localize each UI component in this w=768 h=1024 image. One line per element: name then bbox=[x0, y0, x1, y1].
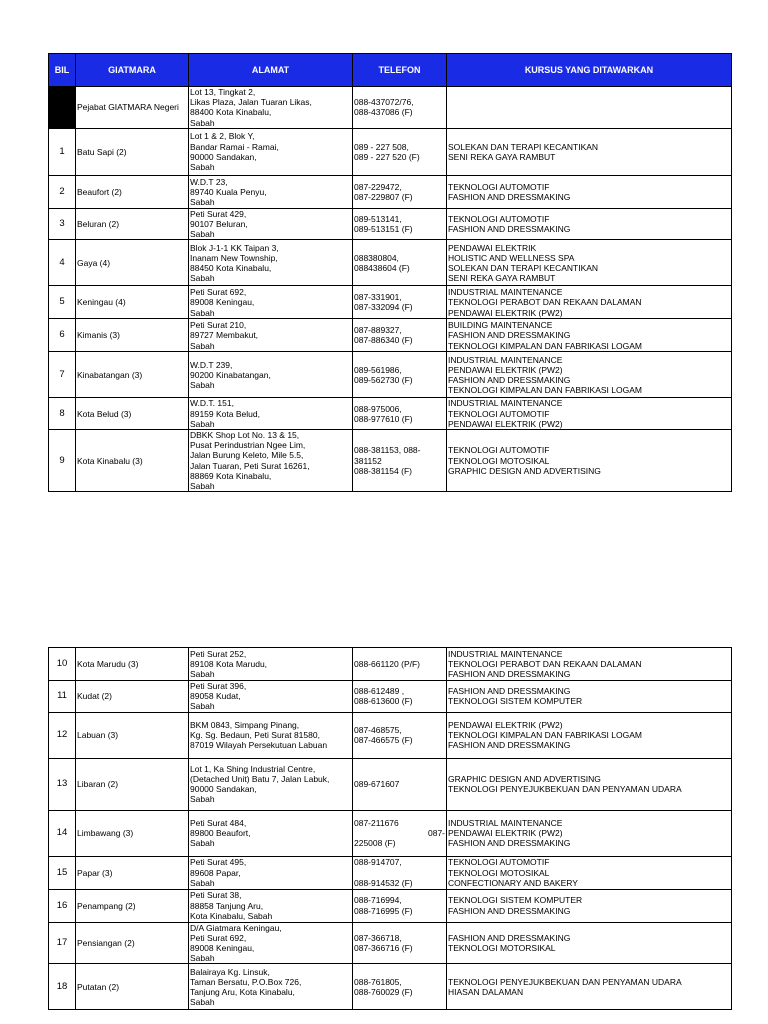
giatmara-cell: Gaya (4) bbox=[76, 240, 189, 286]
kursus-cell: TEKNOLOGI AUTOMOTIF TEKNOLOGI MOTOSIKAL GRAPHIC DESIGN AND ADVERTISING bbox=[447, 430, 732, 492]
table-row bbox=[49, 352, 732, 398]
kursus-cell: INDUSTRIAL MAINTENANCE TEKNOLOGI AUTOMOTIF PENDAWAI ELEKTRIK (PW2) bbox=[447, 398, 732, 430]
alamat-cell: Peti Surat 484, 89800 Beaufort, Sabah bbox=[189, 810, 353, 856]
table-row bbox=[49, 810, 732, 856]
kursus-cell: PENDAWAI ELEKTRIK HOLISTIC AND WELLNESS SPA SOLEKAN DAN TERAPI KECANTIKAN SENI REKA GAYA RAMBUT bbox=[447, 240, 732, 286]
header-telefon: TELEFON bbox=[353, 54, 447, 87]
giatmara-cell: Limbawang (3) bbox=[76, 810, 189, 856]
bil-cell: 1 bbox=[49, 128, 76, 175]
kursus-cell: INDUSTRIAL MAINTENANCE TEKNOLOGI PERABOT DAN REKAAN DALAMAN PENDAWAI ELEKTRIK (PW2) bbox=[447, 286, 732, 319]
giatmara-table-bottom bbox=[48, 647, 732, 1010]
telefon-cell: 088-612489 , 088-613600 (F) bbox=[353, 681, 447, 713]
alamat-cell: Peti Surat 38, 88858 Tanjung Aru, Kota Kinabalu, Sabah bbox=[189, 889, 353, 922]
bil-cell: 12 bbox=[49, 712, 76, 758]
kursus-cell: FASHION AND DRESSMAKING TEKNOLOGI SISTEM KOMPUTER bbox=[447, 681, 732, 713]
telefon-cell: 089 - 227 508, 089 - 227 520 (F) bbox=[353, 128, 447, 175]
telefon-cell: 089-671607 bbox=[353, 758, 447, 810]
bil-cell: 2 bbox=[49, 175, 76, 208]
kursus-cell: TEKNOLOGI AUTOMOTIF FASHION AND DRESSMAKING bbox=[447, 175, 732, 208]
giatmara-cell: Kimanis (3) bbox=[76, 319, 189, 352]
giatmara-cell: Pensiangan (2) bbox=[76, 922, 189, 964]
bil-cell: 9 bbox=[49, 430, 76, 492]
table-row bbox=[49, 87, 732, 129]
table-row bbox=[49, 964, 732, 1010]
kursus-cell: SOLEKAN DAN TERAPI KECANTIKAN SENI REKA GAYA RAMBUT bbox=[447, 128, 732, 175]
alamat-cell: DBKK Shop Lot No. 13 & 15, Pusat Perindustrian Ngee Lim, Jalan Burung Keleto, Mile 5.5, Jalan Tuaran, Peti Surat 16261, 88869 Kota Kinabalu, Sabah bbox=[189, 430, 353, 492]
alamat-cell: Balairaya Kg. Linsuk, Taman Bersatu, P.O.Box 726, Tanjung Aru, Kota Kinabalu, Sabah bbox=[189, 964, 353, 1010]
telefon-cell: 087-889327, 087-886340 (F) bbox=[353, 319, 447, 352]
kursus-cell: TEKNOLOGI PENYEJUKBEKUAN DAN PENYAMAN UDARA HIASAN DALAMAN bbox=[447, 964, 732, 1010]
table-row bbox=[49, 889, 732, 922]
bil-cell: 7 bbox=[49, 352, 76, 398]
giatmara-cell: Pejabat GIATMARA Negeri bbox=[76, 87, 189, 129]
giatmara-cell: Kota Kinabalu (3) bbox=[76, 430, 189, 492]
table-row bbox=[49, 681, 732, 713]
giatmara-cell: Papar (3) bbox=[76, 856, 189, 889]
giatmara-cell: Kota Marudu (3) bbox=[76, 648, 189, 681]
alamat-cell: Blok J-1-1 KK Taipan 3, Inanam New Township, 88450 Kota Kinabalu, Sabah bbox=[189, 240, 353, 286]
bil-cell: 5 bbox=[49, 286, 76, 319]
kursus-cell: TEKNOLOGI AUTOMOTIF TEKNOLOGI MOTOSIKAL CONFECTIONARY AND BAKERY bbox=[447, 856, 732, 889]
giatmara-cell: Libaran (2) bbox=[76, 758, 189, 810]
kursus-cell bbox=[447, 87, 732, 129]
telefon-cell: 088-661120 (P/F) bbox=[353, 648, 447, 681]
header-alamat: ALAMAT bbox=[189, 54, 353, 87]
alamat-cell: W.D.T. 151, 89159 Kota Belud, Sabah bbox=[189, 398, 353, 430]
telefon-cell: 088-381153, 088- 381152 088-381154 (F) bbox=[353, 430, 447, 492]
alamat-cell: Lot 13, Tingkat 2, Likas Plaza, Jalan Tuaran Likas, 88400 Kota Kinabalu, Sabah bbox=[189, 87, 353, 129]
telefon-cell: 087-229472, 087-229807 (F) bbox=[353, 175, 447, 208]
giatmara-table-top bbox=[48, 53, 732, 492]
kursus-cell: PENDAWAI ELEKTRIK (PW2) TEKNOLOGI KIMPALAN DAN FABRIKASI LOGAM FASHION AND DRESSMAKING bbox=[447, 712, 732, 758]
bil-cell: 14 bbox=[49, 810, 76, 856]
telefon-cell: 089-513141, 089-513151 (F) bbox=[353, 208, 447, 240]
header-kursus: KURSUS YANG DITAWARKAN bbox=[447, 54, 732, 87]
telefon-cell: 087-211676 225008 (F) 087- bbox=[353, 810, 447, 856]
alamat-cell: W.D.T 239, 90200 Kinabatangan, Sabah bbox=[189, 352, 353, 398]
table-row bbox=[49, 208, 732, 240]
alamat-cell: Lot 1, Ka Shing Industrial Centre, (Detached Unit) Batu 7, Jalan Labuk, 90000 Sandakan, Sabah bbox=[189, 758, 353, 810]
alamat-cell: Peti Surat 429, 90107 Beluran, Sabah bbox=[189, 208, 353, 240]
telefon-cell: 087-468575, 087-466575 (F) bbox=[353, 712, 447, 758]
bil-cell: 6 bbox=[49, 319, 76, 352]
telefon-overflow-text: 087- bbox=[427, 828, 445, 839]
telefon-cell: 088-437072/76, 088-437086 (F) bbox=[353, 87, 447, 129]
table-row bbox=[49, 398, 732, 430]
table-row bbox=[49, 286, 732, 319]
telefon-cell: 089-561986, 089-562730 (F) bbox=[353, 352, 447, 398]
header-giatmara: GIATMARA bbox=[76, 54, 189, 87]
giatmara-cell: Penampang (2) bbox=[76, 889, 189, 922]
bil-cell: 4 bbox=[49, 240, 76, 286]
table-row bbox=[49, 922, 732, 964]
table-row bbox=[49, 128, 732, 175]
alamat-cell: Peti Surat 692, 89008 Keningau, Sabah bbox=[189, 286, 353, 319]
header-bil: BIL bbox=[49, 54, 76, 87]
giatmara-cell: Beluran (2) bbox=[76, 208, 189, 240]
telefon-cell: 088-716994, 088-716995 (F) bbox=[353, 889, 447, 922]
giatmara-cell: Kota Belud (3) bbox=[76, 398, 189, 430]
alamat-cell: Peti Surat 396, 89058 Kudat, Sabah bbox=[189, 681, 353, 713]
alamat-cell: Peti Surat 495, 89608 Papar, Sabah bbox=[189, 856, 353, 889]
alamat-cell: D/A Giatmara Keningau, Peti Surat 692, 89008 Keningau, Sabah bbox=[189, 922, 353, 964]
bil-cell: 13 bbox=[49, 758, 76, 810]
telefon-cell: 088380804, 088438604 (F) bbox=[353, 240, 447, 286]
kursus-cell: BUILDING MAINTENANCE FASHION AND DRESSMAKING TEKNOLOGI KIMPALAN DAN FABRIKASI LOGAM bbox=[447, 319, 732, 352]
bil-cell: 16 bbox=[49, 889, 76, 922]
table-row bbox=[49, 319, 732, 352]
table-row bbox=[49, 430, 732, 492]
kursus-cell: GRAPHIC DESIGN AND ADVERTISING TEKNOLOGI PENYEJUKBEKUAN DAN PENYAMAN UDARA bbox=[447, 758, 732, 810]
giatmara-cell: Kinabatangan (3) bbox=[76, 352, 189, 398]
telefon-cell: 087-331901, 087-332094 (F) bbox=[353, 286, 447, 319]
alamat-cell: BKM 0843, Simpang Pinang, Kg. Sg. Bedaun, Peti Surat 81580, 87019 Wilayah Persekutuan Labuan bbox=[189, 712, 353, 758]
bil-cell: 3 bbox=[49, 208, 76, 240]
bil-cell: 8 bbox=[49, 398, 76, 430]
kursus-cell: TEKNOLOGI AUTOMOTIF FASHION AND DRESSMAKING bbox=[447, 208, 732, 240]
bil-cell: 17 bbox=[49, 922, 76, 964]
bil-cell: 15 bbox=[49, 856, 76, 889]
giatmara-cell: Beaufort (2) bbox=[76, 175, 189, 208]
table-row bbox=[49, 240, 732, 286]
alamat-cell: Peti Surat 210, 89727 Membakut, Sabah bbox=[189, 319, 353, 352]
table-row bbox=[49, 648, 732, 681]
kursus-cell: FASHION AND DRESSMAKING TEKNOLOGI MOTORSIKAL bbox=[447, 922, 732, 964]
bil-cell: 18 bbox=[49, 964, 76, 1010]
table-row bbox=[49, 175, 732, 208]
giatmara-cell: Batu Sapi (2) bbox=[76, 128, 189, 175]
table-row bbox=[49, 758, 732, 810]
telefon-cell: 088-914707, 088-914532 (F) bbox=[353, 856, 447, 889]
giatmara-cell: Keningau (4) bbox=[76, 286, 189, 319]
table-row bbox=[49, 712, 732, 758]
table-row bbox=[49, 856, 732, 889]
giatmara-cell: Labuan (3) bbox=[76, 712, 189, 758]
kursus-cell: INDUSTRIAL MAINTENANCE TEKNOLOGI PERABOT DAN REKAAN DALAMAN FASHION AND DRESSMAKING bbox=[447, 648, 732, 681]
telefon-cell: 088-975006, 088-977610 (F) bbox=[353, 398, 447, 430]
kursus-cell: INDUSTRIAL MAINTENANCE PENDAWAI ELEKTRIK (PW2) FASHION AND DRESSMAKING TEKNOLOGI KIMPALAN DAN FABRIKASI LOGAM bbox=[447, 352, 732, 398]
telefon-cell: 087-366718, 087-366716 (F) bbox=[353, 922, 447, 964]
bil-cell bbox=[49, 87, 76, 129]
alamat-cell: Peti Surat 252, 89108 Kota Marudu, Sabah bbox=[189, 648, 353, 681]
giatmara-cell: Putatan (2) bbox=[76, 964, 189, 1010]
kursus-cell: TEKNOLOGI SISTEM KOMPUTER FASHION AND DRESSMAKING bbox=[447, 889, 732, 922]
table-header-row bbox=[49, 54, 732, 87]
giatmara-cell: Kudat (2) bbox=[76, 681, 189, 713]
telefon-cell: 088-761805, 088-760029 (F) bbox=[353, 964, 447, 1010]
alamat-cell: Lot 1 & 2, Blok Y, Bandar Ramai - Ramai, 90000 Sandakan, Sabah bbox=[189, 128, 353, 175]
alamat-cell: W.D.T 23, 89740 Kuala Penyu, Sabah bbox=[189, 175, 353, 208]
bil-cell: 10 bbox=[49, 648, 76, 681]
bil-cell: 11 bbox=[49, 681, 76, 713]
kursus-cell: INDUSTRIAL MAINTENANCE PENDAWAI ELEKTRIK (PW2) FASHION AND DRESSMAKING bbox=[447, 810, 732, 856]
